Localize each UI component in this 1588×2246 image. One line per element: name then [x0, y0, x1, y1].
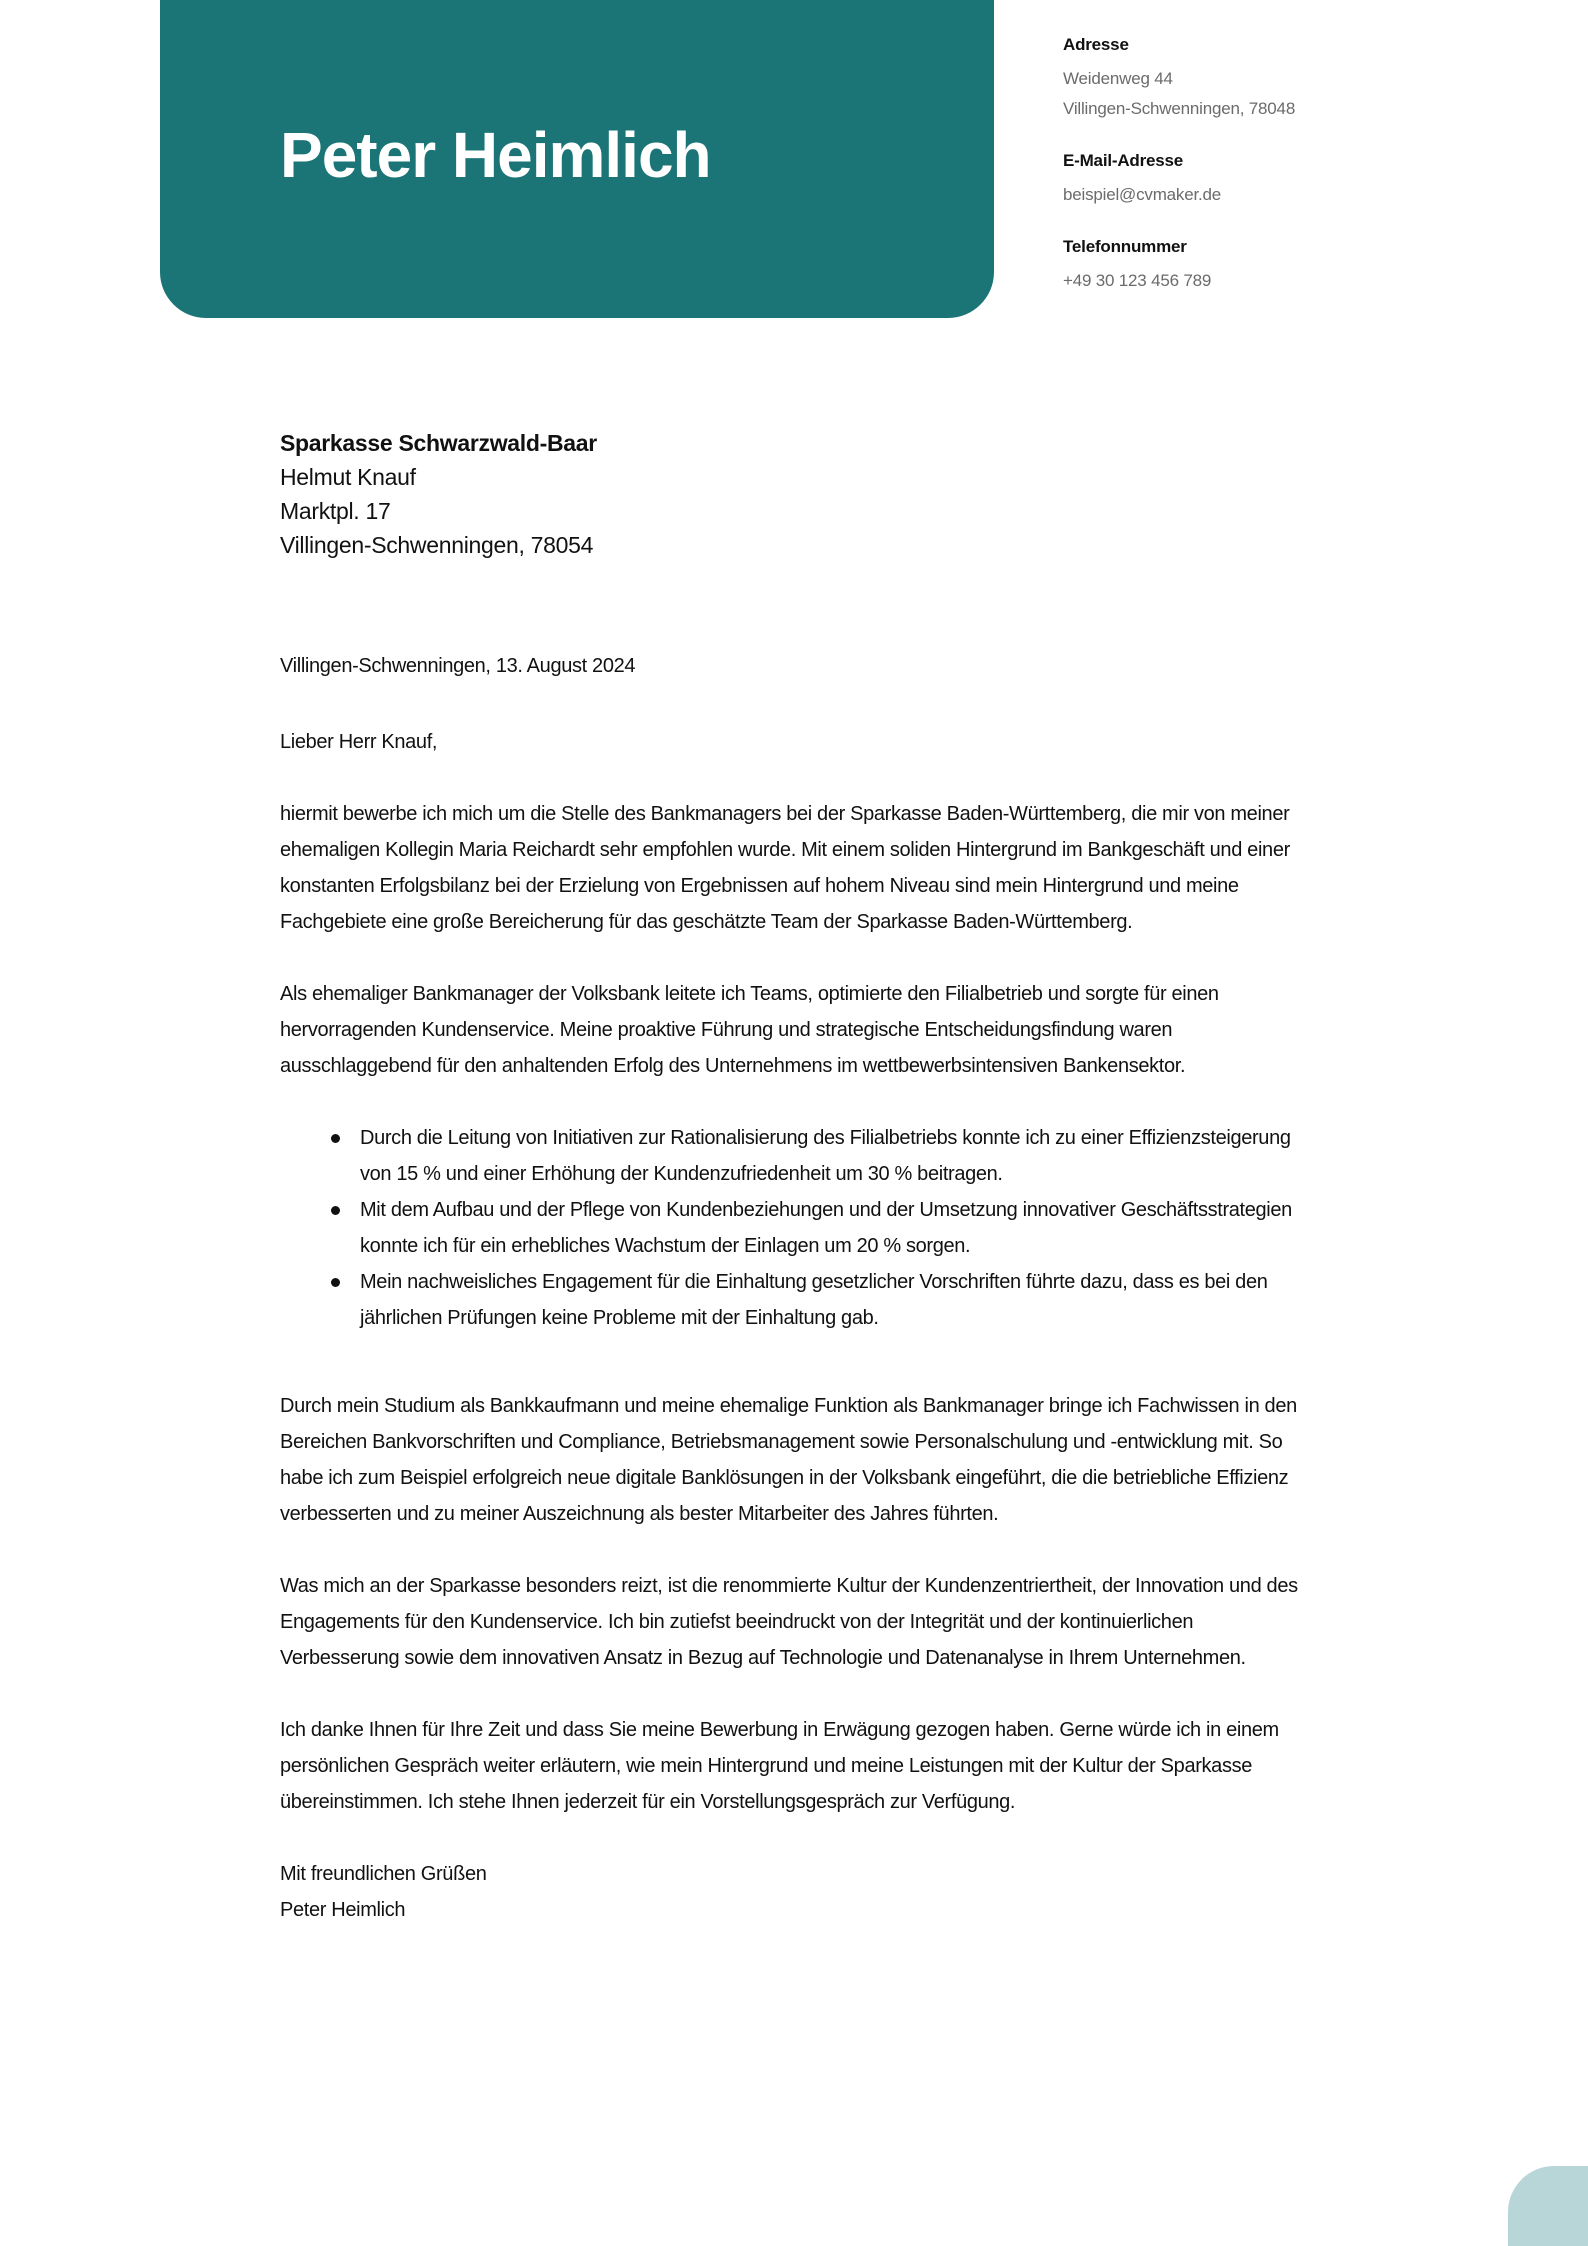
paragraph-intro: hiermit bewerbe ich mich um die Stelle des Bankmanagers bei der Sparkasse Baden-Württemberg, die mir von meiner ehemaligen Kollegin Maria Reichardt sehr empfohlen wurde. Mit einem soliden Hintergrund im Bankgeschäft und einer konstanten Erfolgsbilanz bei der Erzielung von Ergebnissen auf hohem Niveau sind mein Hintergrund und meine Fachgebiete eine große Bereicherung für das geschätzte Team der Sparkasse Baden-Württemberg. — [280, 803, 1290, 933]
letter-date: Villingen-Schwenningen, 13. August 2024 — [280, 655, 636, 677]
recipient-company: Sparkasse Schwarzwald-Baar — [280, 430, 597, 456]
list-item: Durch die Leitung von Initiativen zur Rationalisierung des Filialbetriebs konnte ich zu einer Effizienzsteigerung von 15 % und einer Erhöhung der Kundenzufriedenheit um 30 % beitragen. — [280, 1120, 1310, 1192]
closing-phrase: Mit freundlichen Grüßen — [280, 1863, 487, 1885]
letter-body — [280, 648, 1310, 1928]
phone-label: Telefonnummer — [1063, 237, 1187, 256]
recipient-person: Helmut Knauf — [280, 464, 416, 490]
list-item: Mein nachweisliches Engagement für die Einhaltung gesetzlicher Vorschriften führte dazu, dass es bei den jährlichen Prüfungen keine Probleme mit der Einhaltung gab. — [280, 1264, 1310, 1336]
paragraph-thanks: Ich danke Ihnen für Ihre Zeit und dass Sie meine Bewerbung in Erwägung gezogen haben. Gerne würde ich in einem persönlichen Gespräch weiter erläutern, wie mein Hintergrund und meine Leistungen mit der Kultur der Sparkasse übereinstimmen. Ich stehe Ihnen jederzeit für ein Vorstellungsgespräch zur Verfügung. — [280, 1719, 1279, 1813]
recipient-street: Marktpl. 17 — [280, 498, 391, 524]
letter-closing — [280, 1856, 1310, 1928]
contact-info — [1063, 34, 1543, 322]
signature-name: Peter Heimlich — [280, 1899, 406, 1921]
list-item: Mit dem Aufbau und der Pflege von Kundenbeziehungen und der Umsetzung innovativer Geschäftsstrategien konnte ich für ein erhebliches Wachstum der Einlagen um 20 % sorgen. — [280, 1192, 1310, 1264]
paragraph-experience: Als ehemaliger Bankmanager der Volksbank leitete ich Teams, optimierte den Filialbetrieb und sorgte für einen hervorragenden Kundenservice. Meine proaktive Führung und strategische Entscheidungsfindung waren ausschlaggebend für den anhaltenden Erfolg des Unternehmens im wettbewerbsintensiven Bankensektor. — [280, 983, 1219, 1077]
recipient-address — [280, 426, 597, 562]
address-line-1: Weidenweg 44 — [1063, 69, 1173, 88]
corner-decoration — [1508, 2166, 1588, 2246]
letter-salutation: Lieber Herr Knauf, — [280, 731, 438, 753]
phone-value: +49 30 123 456 789 — [1063, 271, 1212, 290]
address-line-2: Villingen-Schwenningen, 78048 — [1063, 99, 1296, 118]
email-value[interactable]: beispiel@cvmaker.de — [1063, 185, 1222, 204]
header-banner — [160, 0, 994, 318]
achievements-list — [280, 1120, 1310, 1336]
contact-address — [1063, 34, 1543, 124]
address-label: Adresse — [1063, 35, 1129, 54]
email-label: E-Mail-Adresse — [1063, 151, 1184, 170]
recipient-city: Villingen-Schwenningen, 78054 — [280, 532, 594, 558]
contact-phone — [1063, 236, 1543, 296]
applicant-name: Peter Heimlich — [280, 119, 711, 191]
paragraph-expertise: Durch mein Studium als Bankkaufmann und meine ehemalige Funktion als Bankmanager bringe ich Fachwissen in den Bereichen Bankvorschriften und Compliance, Betriebsmanagement sowie Personalschulung und -entwicklung mit. So habe ich zum Beispiel erfolgreich neue digitale Banklösungen in der Volksbank eingeführt, die die betriebliche Effizienz verbesserten und zu meiner Auszeichnung als bester Mitarbeiter des Jahres führten. — [280, 1395, 1297, 1525]
paragraph-motivation: Was mich an der Sparkasse besonders reizt, ist die renommierte Kultur der Kundenzentriertheit, der Innovation und des Engagements für den Kundenservice. Ich bin zutiefst beeindruckt von der Integrität und der kontinuierlichen Verbesserung sowie dem innovativen Ansatz in Bezug auf Technologie und Datenanalyse in Ihrem Unternehmen. — [280, 1575, 1298, 1669]
contact-email — [1063, 150, 1543, 210]
